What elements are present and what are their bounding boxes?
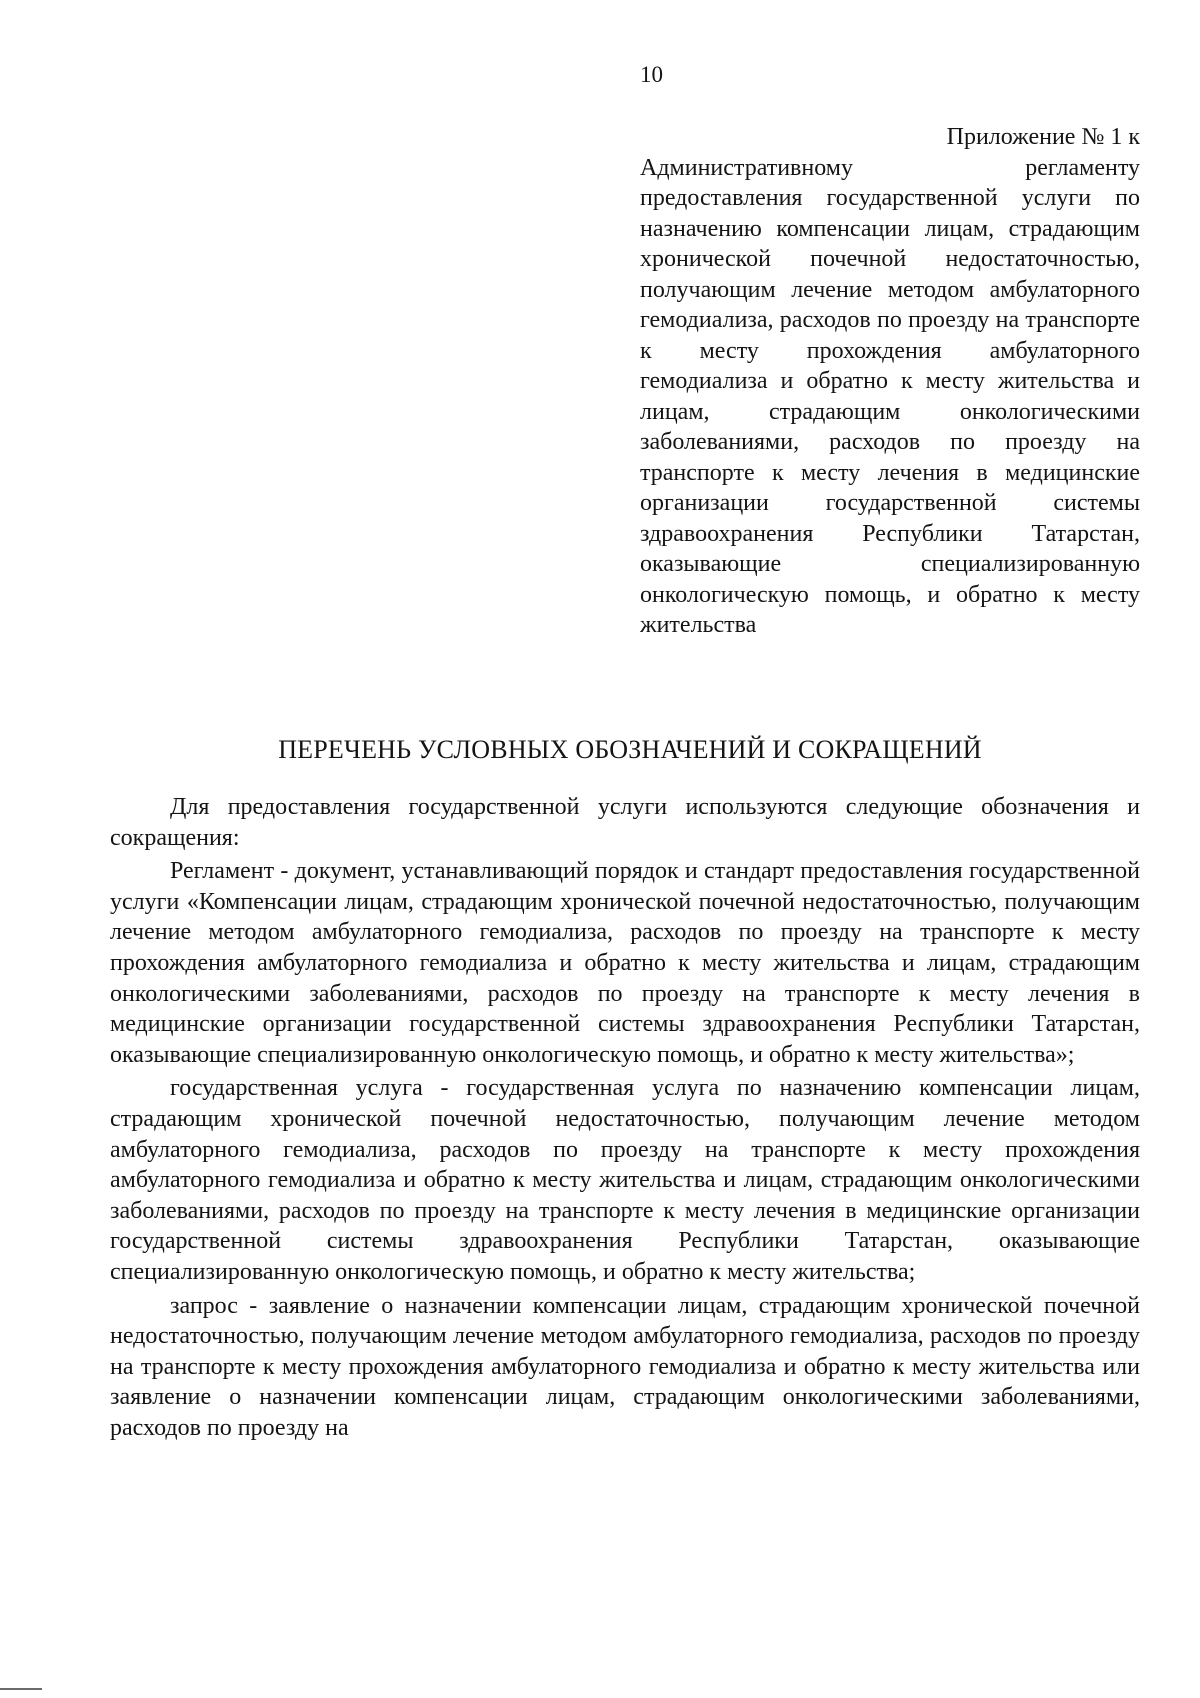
paragraph-intro: Для предоставления государственной услуги используются следующие обозначения и сокращения: (110, 794, 1140, 851)
paragraph-reglament-definition: Регламент - документ, устанавливающий порядок и стандарт предоставления государственной услуги «Компенсации лицам, страдающим хронической почечной недостаточностью, получающим лечение методом амбулаторного гемодиализа, расходов по проезду на транспорте к месту прохождения амбулаторного гемодиализа и обратно к месту жительства и лицам, страдающим онкологическими заболеваниями, расходов по проезду на транспорте к месту лечения в медицинские организации государственной системы здравоохранения Республики Татарстан, оказывающие специализированную онкологическую помощь, и обратно к месту жительства»; (110, 858, 1140, 1068)
paragraph-request-definition: запрос - заявление о назначении компенсации лицам, страдающим хронической почечной недостаточностью, получающим лечение методом амбулаторного гемодиализа, расходов по проезду на транспорте к месту прохождения амбулаторного гемодиализа и обратно к месту жительства или заявление о назначении компенсации лицам, страдающим онкологическими заболеваниями, расходов по проезду на (110, 1292, 1140, 1441)
appendix-title: Приложение № 1 к (946, 124, 1140, 150)
scan-edge-mark (0, 1688, 42, 1690)
page-number: 10 (640, 62, 663, 87)
appendix-block (640, 122, 1140, 641)
paragraph-service-definition: государственная услуга - государственная услуга по назначению компенсации лицам, страдающим хронической почечной недостаточностью, получающим лечение методом амбулаторного гемодиализа, расходов по проезду на транспорте к месту прохождения амбулаторного гемодиализа и обратно к месту жительства и лицам, страдающим онкологическими заболеваниями, расходов по проезду на транспорте к месту лечения в медицинские организации государственной системы здравоохранения Республики Татарстан, оказывающие специализированную онкологическую помощь, и обратно к месту жительства; (110, 1075, 1140, 1285)
body-text (110, 792, 1140, 1446)
appendix-text: Административному регламенту предоставления государственной услуги по назначению компенсации лицам, страдающим хронической почечной недостаточностью, получающим лечение методом амбулаторного гемодиализа, расходов по проезду на транспорте к месту прохождения амбулаторного гемодиализа и обратно к месту жительства и лицам, страдающим онкологическими заболеваниями, расходов по проезду на транспорте к месту лечения в медицинские организации государственной системы здравоохранения Республики Татарстан, оказывающие специализированную онкологическую помощь, и обратно к месту жительства (640, 154, 1140, 638)
section-heading: ПЕРЕЧЕНЬ УСЛОВНЫХ ОБОЗНАЧЕНИЙ И СОКРАЩЕНИЙ (278, 735, 982, 764)
